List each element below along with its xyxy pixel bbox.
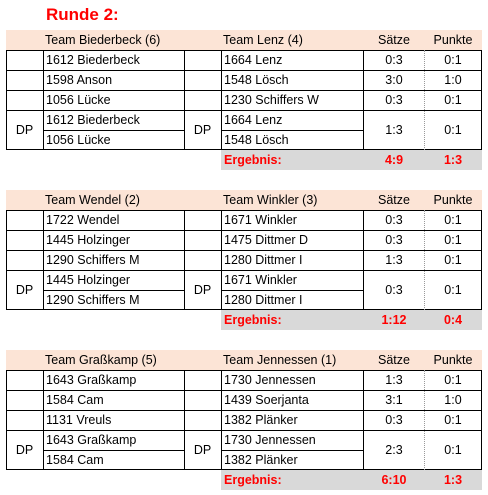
dp-label-right: DP	[193, 443, 212, 457]
double-saetze-value: 2:3	[385, 443, 403, 457]
grid-line	[221, 210, 222, 310]
player-left: 1584 Cam	[46, 393, 104, 407]
dp-label-left: DP	[15, 443, 34, 457]
saetze-value: 1:3	[385, 253, 403, 267]
punkte-value: 0:1	[444, 373, 462, 387]
saetze-value: 0:3	[385, 413, 403, 427]
dp-label-left: DP	[15, 283, 34, 297]
match-table	[6, 190, 482, 330]
double-right-player-1: 1664 Lenz	[224, 113, 283, 127]
dp-label-right: DP	[193, 123, 212, 137]
double-left-player-1: 1445 Holzinger	[46, 273, 131, 287]
team-right-name: Team Winkler (3)	[223, 193, 318, 207]
double-left-player-1: 1643 Graßkamp	[46, 433, 137, 447]
double-left-player-1: 1612 Biederbeck	[46, 113, 140, 127]
team-left-name: Team Graßkamp (5)	[45, 353, 157, 367]
result-row	[221, 470, 482, 490]
grid-line	[221, 50, 222, 150]
player-right: 1730 Jennessen	[224, 373, 316, 387]
punkte-value: 1:0	[444, 73, 462, 87]
result-punkte: 1:3	[443, 473, 463, 487]
double-punkte-value: 0:1	[444, 123, 462, 137]
double-saetze-value: 1:3	[385, 123, 403, 137]
punkte-value: 0:1	[444, 93, 462, 107]
double-left-player-2: 1056 Lücke	[46, 133, 111, 147]
player-left: 1056 Lücke	[46, 93, 111, 107]
punkte-value: 0:1	[444, 233, 462, 247]
dp-label-right: DP	[193, 283, 212, 297]
punkte-value: 1:0	[444, 393, 462, 407]
match-grid	[6, 50, 482, 150]
double-left-player-2: 1290 Schiffers M	[46, 293, 140, 307]
player-left: 1612 Biederbeck	[46, 53, 140, 67]
player-right: 1664 Lenz	[224, 53, 283, 67]
team-right-name: Team Jennessen (1)	[223, 353, 337, 367]
result-punkte: 0:4	[443, 313, 463, 327]
match-table	[6, 30, 482, 170]
player-right: 1230 Schiffers W	[224, 93, 319, 107]
saetze-value: 0:3	[385, 93, 403, 107]
saetze-value: 0:3	[385, 213, 403, 227]
result-label: Ergebnis:	[224, 473, 282, 487]
grid-line	[43, 50, 44, 150]
saetze-value: 3:1	[385, 393, 403, 407]
player-left: 1598 Anson	[46, 73, 113, 87]
punkte-value: 0:1	[444, 213, 462, 227]
result-row	[221, 310, 482, 330]
grid-line	[43, 210, 44, 310]
result-saetze: 6:10	[381, 473, 407, 487]
player-left: 1131 Vreuls	[46, 413, 112, 427]
match-grid	[6, 210, 482, 310]
grid-line	[43, 370, 44, 470]
team-left-name: Team Biederbeck (6)	[45, 33, 161, 47]
round-title: Runde 2:	[46, 5, 119, 24]
saetze-header: Sätze	[378, 33, 410, 47]
punkte-value: 0:1	[444, 53, 462, 67]
saetze-value: 0:3	[385, 53, 403, 67]
double-punkte-value: 0:1	[444, 283, 462, 297]
player-right: 1475 Dittmer D	[224, 233, 309, 247]
match-table	[6, 350, 482, 490]
saetze-value: 3:0	[385, 73, 403, 87]
team-right-name: Team Lenz (4)	[223, 33, 303, 47]
double-right-player-2: 1382 Plänker	[224, 453, 298, 467]
result-saetze: 1:12	[381, 313, 407, 327]
double-punkte-value: 0:1	[444, 443, 462, 457]
result-label: Ergebnis:	[224, 313, 282, 327]
player-left: 1445 Holzinger	[46, 233, 131, 247]
punkte-value: 0:1	[444, 253, 462, 267]
player-left: 1643 Graßkamp	[46, 373, 137, 387]
player-right: 1382 Plänker	[224, 413, 298, 427]
result-saetze: 4:9	[384, 153, 404, 167]
punkte-header: Punkte	[433, 193, 473, 207]
punkte-value: 0:1	[444, 413, 462, 427]
result-punkte: 1:3	[443, 153, 463, 167]
team-left-name: Team Wendel (2)	[45, 193, 140, 207]
dp-label-left: DP	[15, 123, 34, 137]
saetze-value: 1:3	[385, 373, 403, 387]
player-right: 1548 Lösch	[224, 73, 289, 87]
match-grid	[6, 370, 482, 470]
saetze-header: Sätze	[378, 353, 410, 367]
punkte-header: Punkte	[433, 353, 473, 367]
double-left-player-2: 1584 Cam	[46, 453, 104, 467]
double-right-player-1: 1730 Jennessen	[224, 433, 316, 447]
saetze-value: 0:3	[385, 233, 403, 247]
match-header	[6, 30, 482, 51]
player-right: 1439 Soerjanta	[224, 393, 309, 407]
saetze-header: Sätze	[378, 193, 410, 207]
player-left: 1290 Schiffers M	[46, 253, 140, 267]
double-right-player-2: 1548 Lösch	[224, 133, 289, 147]
punkte-header: Punkte	[433, 33, 473, 47]
match-header	[6, 190, 482, 211]
player-right: 1671 Winkler	[224, 213, 297, 227]
result-row	[221, 150, 482, 170]
result-label: Ergebnis:	[224, 153, 282, 167]
double-right-player-2: 1280 Dittmer I	[224, 293, 303, 307]
player-left: 1722 Wendel	[46, 213, 120, 227]
grid-line	[221, 370, 222, 470]
double-right-player-1: 1671 Winkler	[224, 273, 297, 287]
player-right: 1280 Dittmer I	[224, 253, 303, 267]
double-saetze-value: 0:3	[385, 283, 403, 297]
match-header	[6, 350, 482, 371]
